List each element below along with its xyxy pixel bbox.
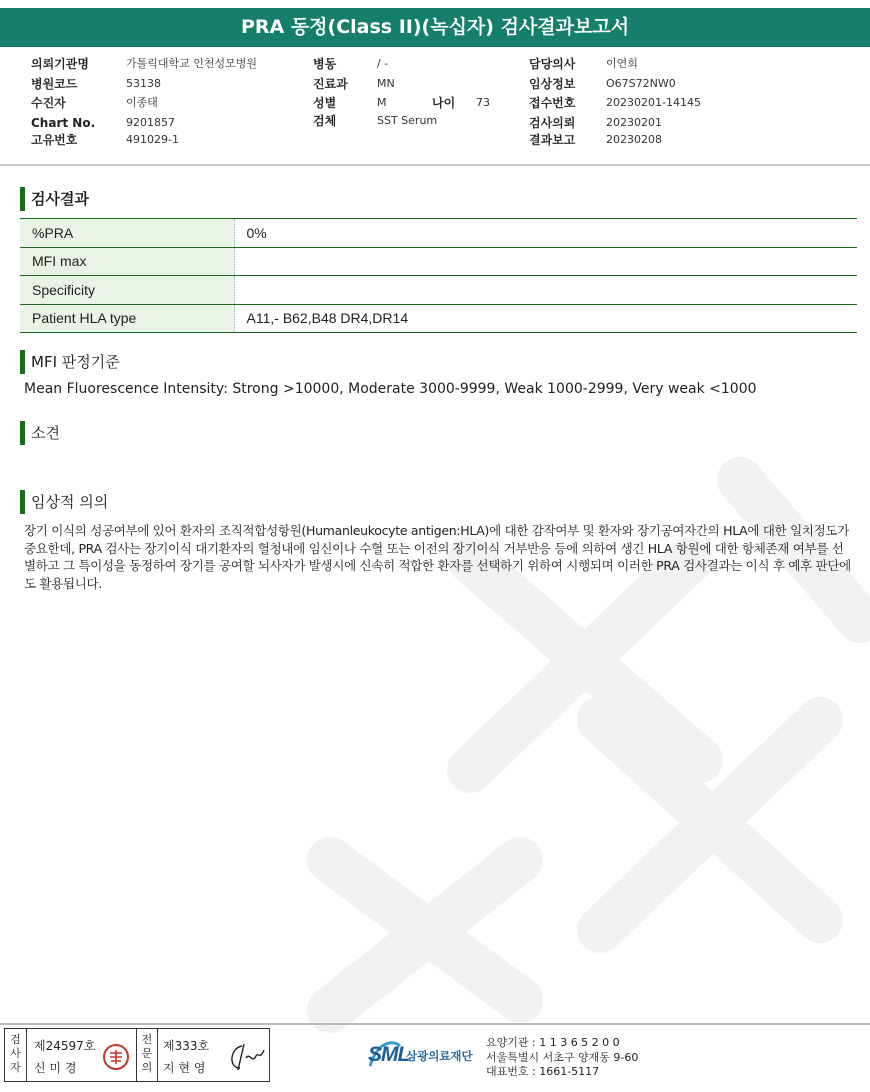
info-label: 임상정보	[529, 77, 576, 91]
info-label: 진료과	[313, 77, 348, 91]
info-label: 결과보고	[529, 133, 576, 147]
info-label: 병동	[313, 57, 337, 71]
info-label: 수진자	[31, 96, 66, 110]
info-label: 검사의뢰	[529, 116, 576, 130]
result-value	[234, 247, 857, 276]
info-value: O67S72NW0	[606, 77, 676, 90]
info-value: MN	[377, 77, 395, 90]
criteria-heading: MFI 판정기준	[20, 350, 120, 374]
info-value: 9201857	[126, 116, 175, 129]
approver-name: 지 현 영	[163, 1061, 206, 1075]
org-code-line: 요양기관 : 1 1 3 6 5 2 0 0	[486, 1036, 620, 1049]
results-heading: 검사결과	[20, 187, 89, 211]
findings-heading: 소견	[20, 421, 60, 445]
result-label: %PRA	[20, 219, 234, 248]
tester-name: 신 미 경	[34, 1061, 77, 1075]
tester-label: 검사자	[5, 1029, 27, 1081]
result-value: 0%	[234, 219, 857, 248]
table-row	[20, 304, 857, 333]
info-value: 20230208	[606, 133, 662, 146]
result-label: MFI max	[20, 247, 234, 276]
approver-label: 전문의	[136, 1029, 158, 1081]
org-phone: 대표번호 : 1661-5117	[486, 1065, 600, 1078]
org-address: 서울특별시 서초구 양재동 9-60	[486, 1050, 639, 1064]
info-label: 성별	[313, 96, 337, 110]
info-label: 의뢰기관명	[31, 57, 89, 71]
approver-license: 제333호	[163, 1039, 210, 1053]
results-table	[20, 218, 857, 333]
info-label: 병원코드	[31, 77, 78, 91]
info-label: Chart No.	[31, 116, 96, 130]
header-divider	[0, 164, 870, 166]
report-title: PRA 동정(Class II)(녹십자) 검사결과보고서	[0, 8, 870, 47]
signature-icon	[224, 1038, 266, 1074]
tester-license: 제24597호	[34, 1039, 96, 1053]
info-label: 고유번호	[31, 133, 78, 147]
clinical-significance-text: 장기 이식의 성공여부에 있어 환자의 조직적합성항원(Humanleukocyte antigen:HLA)에 대한 감작여부 및 환자와 장기공여자간의 HLA에 대한 일치정도가 중요한데, PRA 검사는 장기이식 대기환자의 혈청내에 임신이나 수혈 또는 이전의 장기이식 거부반응 등에 의하여 생긴 HLA 항원에 대한 항체존재 여부를 선별하고 그 특이성을 동정하여 장기를 공여할 뇌사자가 발생시에 신속히 적합한 환자를 선택하기 위하여 시행되며 이러한 PRA 검사결과는 이식 후 예후 판단에도 활용됩니다.	[24, 523, 851, 591]
info-label: 검체	[313, 114, 337, 128]
criteria-text: Mean Fluorescence Intensity: Strong >10000, Moderate 3000-9999, Weak 1000-2999, Very weak <1000	[24, 381, 757, 397]
info-label: 담당의사	[529, 57, 576, 71]
info-label: 나이	[432, 96, 456, 110]
signature-box	[4, 1028, 270, 1082]
info-value: 73	[476, 96, 490, 109]
info-value: 이연희	[606, 57, 638, 70]
result-label: Patient HLA type	[20, 304, 234, 333]
seal-stamp-icon	[101, 1042, 131, 1072]
info-value: SST Serum	[377, 114, 438, 127]
info-value: 20230201	[606, 116, 662, 129]
logo-text: SML	[368, 1043, 410, 1066]
organization-name: 삼광의료재단	[406, 1049, 473, 1063]
organization-contact	[486, 1036, 638, 1080]
info-value: 이종태	[126, 96, 158, 109]
info-value: 20230201-14145	[606, 96, 701, 109]
footer-divider	[0, 1023, 870, 1025]
table-row	[20, 247, 857, 276]
info-value: / -	[377, 57, 389, 70]
info-value: 가톨릭대학교 인천성모병원	[126, 57, 258, 70]
info-value: 491029-1	[126, 133, 179, 146]
result-value: A11,- B62,B48 DR4,DR14	[234, 304, 857, 333]
organization-logo	[364, 1034, 484, 1078]
table-row	[20, 276, 857, 305]
clinical-significance-heading: 임상적 의의	[20, 490, 108, 514]
info-value: M	[377, 96, 387, 109]
info-value: 53138	[126, 77, 161, 90]
result-label: Specificity	[20, 276, 234, 305]
info-label: 접수번호	[529, 96, 576, 110]
table-row	[20, 219, 857, 248]
result-value	[234, 276, 857, 305]
